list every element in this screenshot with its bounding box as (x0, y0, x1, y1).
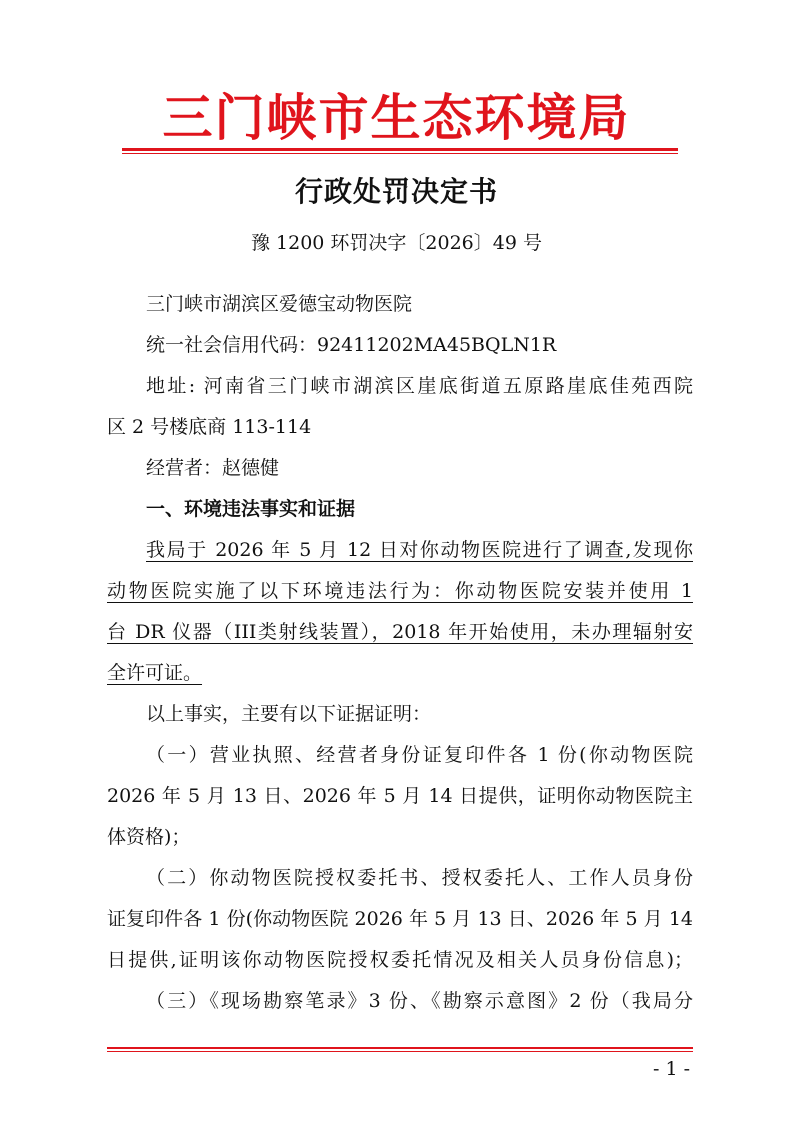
party-operator: 经营者：赵德健 (146, 457, 280, 479)
section-heading-facts: 一、环境违法事实和证据 (146, 498, 356, 520)
evidence-line-2: 2026 年 5 月 13 日、2026 年 5 月 14 日提供，证明你动物医院主 (107, 785, 693, 807)
facts-line-4: 全许可证。 (107, 662, 203, 684)
document-number: 豫 1200 环罚决字〔2026〕49 号 (250, 232, 542, 254)
footer-red-rule-thin (107, 1051, 693, 1052)
evidence-line-3: 体资格)； (107, 826, 191, 848)
evidence-line-4: （二）你动物医院授权委托书、授权委托人、工作人员身份 (146, 867, 693, 889)
header-red-rule-thin (122, 153, 678, 154)
evidence-intro: 以上事实，主要有以下证据证明： (146, 703, 432, 725)
party-address-line-2: 区 2 号楼底商 113-114 (107, 416, 312, 438)
document-title: 行政处罚决定书 (294, 175, 498, 208)
evidence-line-7: （三）《现场勘察笔录》3 份、《勘察示意图》2 份（我局分 (146, 990, 693, 1012)
footer-red-rule (107, 1047, 693, 1049)
evidence-line-1: （一）营业执照、经营者身份证复印件各 1 份(你动物医院 (146, 744, 693, 766)
party-credit-code: 统一社会信用代码：92411202MA45BQLN1R (146, 334, 557, 356)
evidence-line-5: 证复印件各 1 份(你动物医院 2026 年 5 月 13 日、2026 年 5 月 14 (107, 908, 693, 930)
page-number: - 1 - (652, 1058, 690, 1080)
facts-line-2: 动物医院实施了以下环境违法行为：你动物医院安装并使用 1 (107, 580, 693, 602)
party-address-line-1: 地址: 河南省三门峡市湖滨区崖底街道五原路崖底佳苑西院 (146, 375, 693, 397)
facts-line-3: 台 DR 仪器（III类射线装置），2018 年开始使用，未办理辐射安 (107, 621, 693, 643)
evidence-line-6: 日提供,证明该你动物医院授权委托情况及相关人员身份信息)； (107, 949, 693, 971)
facts-line-1: 我局于 2026 年 5 月 12 日对你动物医院进行了调查,发现你 (146, 539, 693, 561)
issuing-authority-title: 三门峡市生态环境局 (162, 88, 631, 147)
header-red-rule (122, 148, 678, 151)
party-name: 三门峡市湖滨区爱德宝动物医院 (146, 293, 413, 315)
